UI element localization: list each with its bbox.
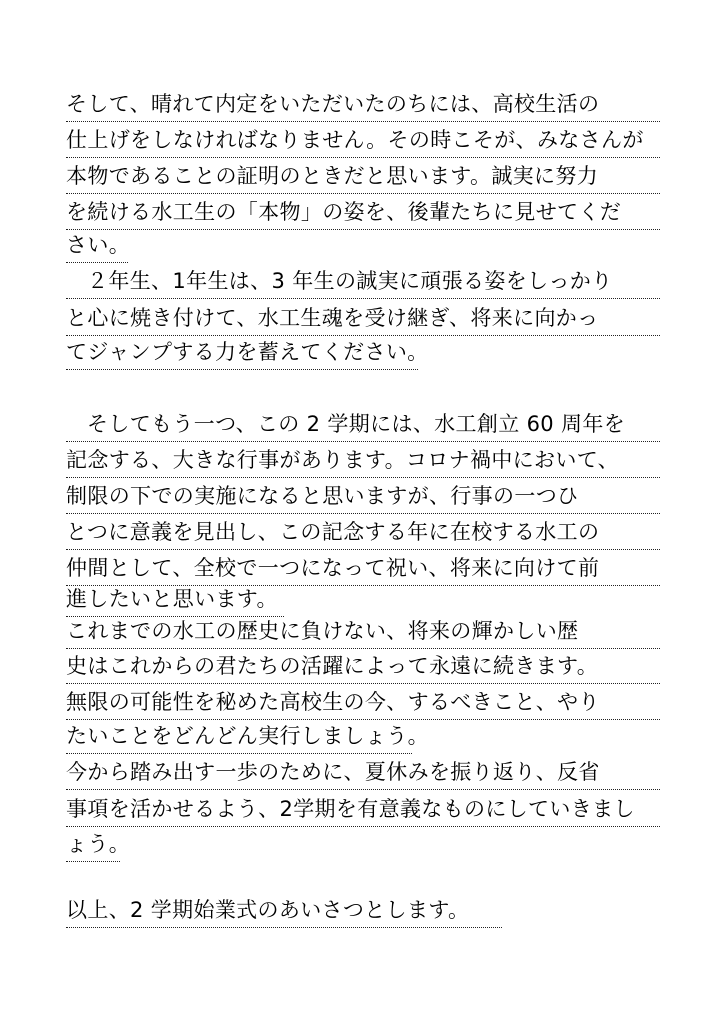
text-line: ２年生、1年生は、3 年生の誠実に頑張る姿をしっかり [66, 267, 660, 299]
text-line: を続ける水工生の「本物」の姿を、後輩たちに見せてくだ [66, 198, 660, 230]
text-line: そしてもう一つ、この 2 学期には、水工創立 60 周年を [66, 410, 660, 442]
text-line: 本物であることの証明のときだと思います。誠実に努力 [66, 162, 660, 194]
text-line: 史はこれからの君たちの活躍によって永遠に続きます。 [66, 652, 660, 684]
text-line: 仕上げをしなければなりません。その時こそが、みなさんが [66, 126, 660, 158]
text-line: ょう。 [66, 830, 120, 862]
text-line: と心に焼き付けて、水工生魂を受け継ぎ、将来に向かっ [66, 304, 660, 336]
text-line: 今から踏み出す一歩のために、夏休みを振り返り、反省 [66, 758, 660, 790]
text-line: これまでの水工の歴史に負けない、将来の輝かしい歴 [66, 617, 660, 649]
text-line: 事項を活かせるよう、2学期を有意義なものにしていきまし [66, 795, 660, 827]
text-line: 制限の下での実施になると思いますが、行事の一つひ [66, 482, 660, 514]
text-line: 無限の可能性を秘めた高校生の今、するべきこと、やり [66, 688, 660, 720]
text-line: そして、晴れて内定をいただいたのちには、高校生活の [66, 90, 660, 122]
text-line: さい。 [66, 231, 128, 263]
text-line: とつに意義を見出し、この記念する年に在校する水工の [66, 518, 660, 550]
text-line: 仲間として、全校で一つになって祝い、将来に向けて前 [66, 554, 660, 586]
text-line: たいことをどんどん実行しましょう。 [66, 722, 412, 754]
text-line: 記念する、大きな行事があります。コロナ禍中において、 [66, 446, 660, 478]
text-line: 進したいと思います。 [66, 585, 284, 617]
text-line: てジャンプする力を蓄えてください。 [66, 338, 418, 370]
text-line: 以上、2 学期始業式のあいさつとします。 [66, 896, 502, 928]
